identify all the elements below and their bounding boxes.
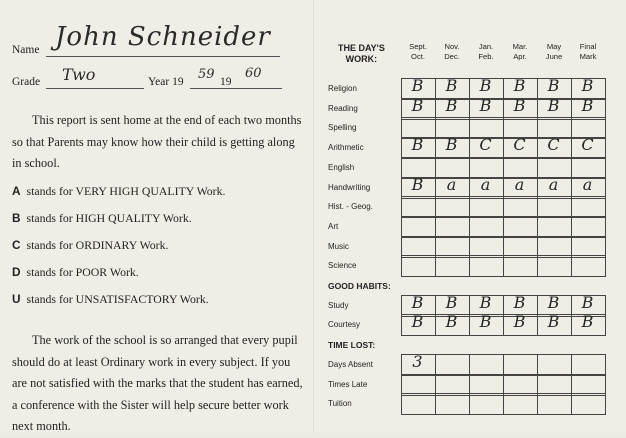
row-label: Times Late	[328, 379, 368, 389]
grade-cell	[435, 216, 470, 238]
handwritten-mark: B	[411, 312, 424, 332]
grade-cell	[571, 374, 606, 396]
grade-cell	[435, 374, 470, 396]
year-mid-label: 19	[220, 76, 232, 88]
grade-cell	[435, 393, 470, 415]
grade-cell	[503, 393, 538, 415]
handwritten-mark: B	[479, 76, 492, 95]
grade-cell	[435, 236, 470, 258]
year-from-handwritten: 59	[198, 67, 215, 82]
grade-cell	[503, 216, 538, 238]
section-heading: GOOD HABITS:	[328, 281, 391, 291]
scale-description: stands for UNSATISFACTORY Work.	[26, 292, 209, 306]
student-name-handwritten: John Schneider	[55, 22, 271, 52]
row-label: Religion	[328, 84, 357, 93]
grade-cell	[401, 196, 436, 218]
handwritten-mark: B	[581, 76, 594, 95]
scale-item	[12, 238, 168, 253]
grade-cell	[401, 236, 436, 258]
period-header-line2: Mark	[579, 52, 597, 61]
period-header-line2: Feb.	[478, 52, 494, 61]
handwritten-mark: B	[547, 312, 560, 332]
row-label: Hist. - Geog.	[328, 202, 373, 212]
grade-cell	[571, 196, 606, 218]
handwritten-mark: B	[547, 76, 560, 95]
row-label: Science	[328, 261, 357, 271]
handwritten-mark: B	[479, 95, 492, 115]
row-label: Arithmetic	[328, 143, 364, 153]
scale-description: stands for HIGH QUALITY Work.	[26, 211, 192, 225]
scale-letter: D	[12, 265, 21, 279]
scale-letter: C	[12, 238, 21, 252]
handwritten-mark: a	[582, 174, 593, 194]
scale-description: stands for VERY HIGH QUALITY Work.	[26, 184, 226, 198]
scale-letter: U	[12, 292, 21, 306]
name-underline	[46, 56, 280, 57]
grade-cell	[537, 374, 572, 396]
handwritten-mark: a	[548, 174, 559, 194]
handwritten-mark: B	[581, 292, 594, 312]
handwritten-mark: C	[513, 135, 526, 155]
scale-item	[12, 292, 209, 307]
grade-cell	[401, 255, 436, 277]
handwritten-mark: a	[446, 174, 457, 194]
period-header-line2: Oct.	[411, 52, 425, 61]
row-label: Study	[328, 300, 349, 310]
period-header-line1: Jan.	[478, 42, 494, 51]
grade-underline	[46, 88, 144, 89]
name-label: Name	[12, 44, 40, 56]
grade-cell	[469, 236, 504, 258]
center-fold	[313, 0, 315, 433]
scale-description: stands for ORDINARY Work.	[26, 238, 169, 252]
handwritten-mark: B	[479, 312, 492, 332]
period-header-line1: May	[546, 42, 562, 51]
period-header-line1: Nov.	[444, 42, 460, 51]
row-label: Spelling	[328, 123, 357, 133]
grade-cell	[537, 354, 572, 376]
handwritten-mark: C	[479, 135, 492, 155]
handwritten-mark: C	[581, 135, 594, 155]
scale-letter: A	[12, 184, 21, 198]
period-header-line1: Mar.	[512, 42, 528, 51]
row-label: Music	[328, 241, 349, 251]
handwritten-mark: B	[411, 95, 424, 115]
handwritten-mark: B	[581, 312, 594, 332]
handwritten-mark: B	[411, 76, 424, 95]
grade-cell	[469, 393, 504, 415]
handwritten-mark: B	[547, 292, 560, 312]
grade-cell	[503, 196, 538, 218]
year-label: Year 19	[148, 76, 184, 88]
row-label: English	[328, 162, 355, 172]
grade-cell	[469, 196, 504, 218]
grade-cell	[571, 354, 606, 376]
days-work-title-line2: WORK:	[345, 54, 378, 64]
scale-item	[12, 265, 139, 280]
row-label: Days Absent	[328, 359, 373, 369]
grade-cell	[571, 216, 606, 238]
grade-cell	[469, 216, 504, 238]
scale-description: stands for POOR Work.	[26, 265, 139, 279]
handwritten-mark: B	[411, 135, 424, 155]
days-work-title-line1: THE DAY'S	[338, 43, 385, 53]
handwritten-mark: B	[445, 95, 458, 115]
handwritten-mark: B	[513, 95, 526, 115]
row-label: Art	[328, 221, 339, 231]
handwritten-mark: B	[445, 76, 458, 95]
days-work-title	[338, 43, 385, 65]
handwritten-mark: C	[547, 135, 560, 155]
grade-cell	[537, 393, 572, 415]
grade-cell	[401, 216, 436, 238]
period-header-line2: Dec.	[444, 52, 460, 61]
grade-cell	[571, 236, 606, 258]
grade-cell	[537, 196, 572, 218]
scale-letter: B	[12, 211, 21, 225]
period-header	[566, 42, 610, 62]
grade-cell	[401, 374, 436, 396]
year-to-handwritten: 60	[245, 66, 262, 81]
grade-cell	[537, 255, 572, 277]
intro-paragraph: This report is sent home at the end of each two months so that Parents may know how their child is getting along in school.	[12, 113, 302, 170]
grade-label: Grade	[12, 76, 41, 88]
grade-cell	[469, 374, 504, 396]
handwritten-mark: a	[514, 174, 525, 194]
grade-cell	[435, 255, 470, 277]
handwritten-mark: B	[513, 312, 526, 332]
scale-item	[12, 211, 192, 226]
closing-paragraph: The work of the school is so arranged that every pupil should do at least Ordinary work in every subject. If you are not satisfied with the marks that the student has earned, a conference with the Sister will help secure better work next month.	[12, 333, 303, 433]
handwritten-mark: B	[411, 292, 424, 312]
handwritten-mark: a	[480, 174, 491, 194]
scale-item	[12, 184, 225, 199]
grade-cell	[435, 196, 470, 218]
grade-cell	[503, 374, 538, 396]
year-underline	[190, 88, 282, 89]
grade-cell	[503, 354, 538, 376]
grade-cell	[571, 393, 606, 415]
grade-cell	[571, 255, 606, 277]
handwritten-mark: B	[547, 95, 560, 115]
row-label: Handwriting	[328, 182, 371, 192]
handwritten-mark: B	[445, 312, 458, 332]
handwritten-mark: B	[411, 174, 424, 194]
grade-cell	[537, 236, 572, 258]
grade-cell	[469, 255, 504, 277]
handwritten-mark: 3	[412, 351, 423, 371]
period-header-line2: June	[545, 52, 563, 61]
handwritten-mark: B	[513, 292, 526, 312]
handwritten-mark: B	[581, 95, 594, 115]
grade-cell	[503, 255, 538, 277]
row-label: Reading	[328, 103, 358, 113]
grade-cell	[469, 354, 504, 376]
grade-cell	[537, 216, 572, 238]
row-label: Tuition	[328, 399, 352, 409]
section-heading: TIME LOST:	[328, 340, 376, 351]
grade-cell	[435, 354, 470, 376]
grade-handwritten: Two	[62, 65, 96, 84]
period-header-line1: Final	[579, 42, 597, 51]
period-header-line2: Apr.	[513, 52, 527, 61]
handwritten-mark: B	[513, 76, 526, 95]
handwritten-mark: B	[445, 135, 458, 155]
row-label: Courtesy	[328, 320, 361, 330]
grade-cell	[401, 393, 436, 415]
grade-cell	[503, 236, 538, 258]
period-header-line1: Sept.	[409, 42, 427, 51]
handwritten-mark: B	[445, 292, 458, 312]
handwritten-mark: B	[479, 292, 492, 312]
